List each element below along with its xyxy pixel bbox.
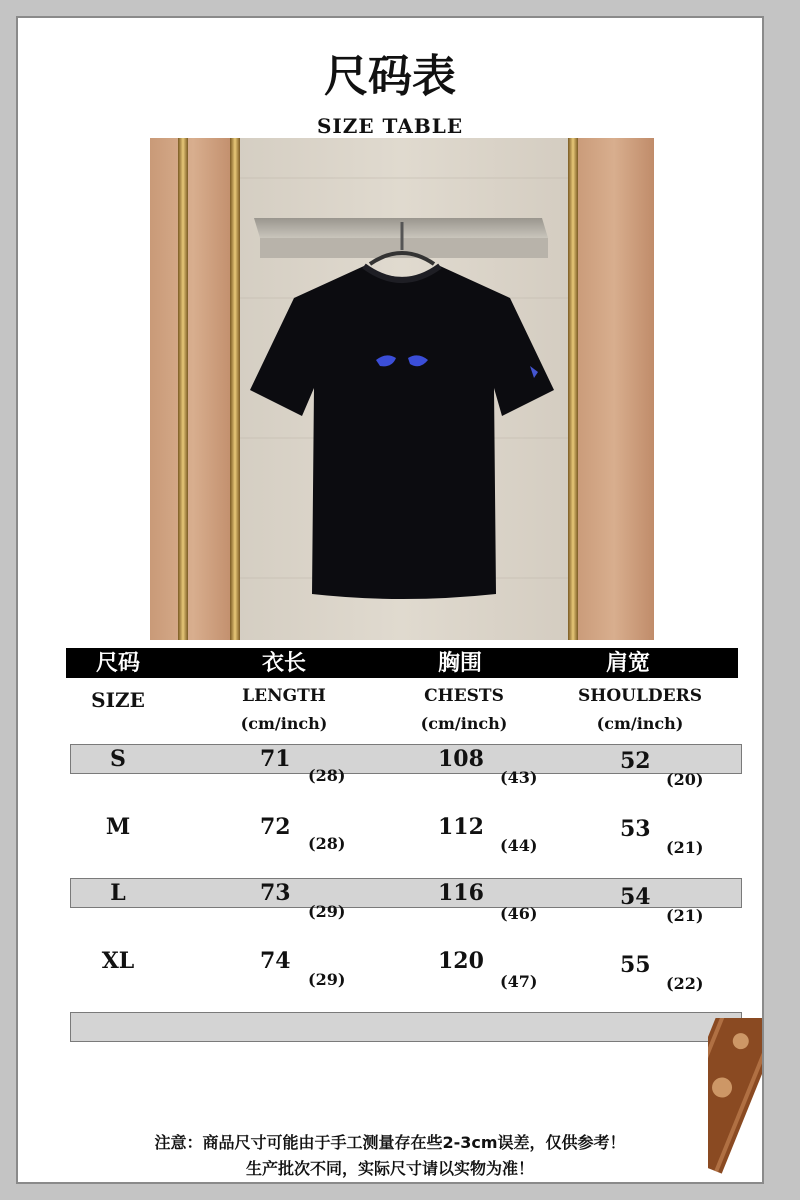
chest-cm-cell: 116 [438,880,484,906]
chest-in-cell: (46) [500,904,538,923]
chest-in-cell: (47) [500,972,538,991]
length-cm-cell: 72 [260,814,291,840]
column-header-length-unit: (cm/inch) [240,714,328,733]
length-cm-cell: 74 [260,948,291,974]
column-header-size-cn: 尺码 [95,651,140,676]
chest-in-cell: (44) [500,836,538,855]
size-cell: XL [101,948,135,974]
chest-cm-cell: 120 [438,948,484,974]
column-header-chest-cn: 胸围 [437,651,482,676]
shoulder-cm-cell: 55 [620,952,651,978]
chest-cm-cell: 108 [438,746,484,772]
length-in-cell: (28) [308,834,346,853]
column-header-size-en: SIZE [91,688,145,712]
chest-in-cell: (43) [500,768,538,787]
shoulder-in-cell: (22) [666,974,704,993]
row-band-empty [70,1012,742,1042]
shoulder-cm-cell: 54 [620,884,651,910]
shoulder-cm-cell: 53 [620,816,651,842]
length-in-cell: (29) [308,902,346,921]
column-header-shoulder-en: SHOULDERS [577,686,703,706]
page-title: 尺码表 [324,51,456,102]
shoulder-cm-cell: 52 [620,748,651,774]
note-line-1: 注意：商品尺寸可能由于手工测量存在些2-3cm误差，仅供参考！ [154,1133,626,1152]
note-line-2: 生产批次不同，实际尺寸请以实物为准！ [245,1159,534,1178]
column-header-chest-unit: (cm/inch) [420,714,508,733]
length-cm-cell: 71 [260,746,291,772]
size-cell: L [110,880,126,906]
chest-cm-cell: 112 [438,814,484,840]
length-cm-cell: 73 [260,880,291,906]
page-subtitle: SIZE TABLE [316,114,464,138]
size-cell: S [110,746,126,772]
column-header-shoulder-cn: 肩宽 [605,651,650,676]
size-cell: M [105,814,131,840]
column-header-length-en: LENGTH [242,686,326,706]
decorative-strap-logo [708,1018,764,1184]
size-chart-card [16,16,764,1184]
column-header-length-cn: 衣长 [261,651,306,676]
column-header-shoulder-unit: (cm/inch) [596,714,684,733]
column-header-chest-en: CHESTS [424,686,504,706]
shoulder-in-cell: (21) [666,906,704,925]
shoulder-in-cell: (20) [666,770,704,789]
length-in-cell: (29) [308,970,346,989]
shoulder-in-cell: (21) [666,838,704,857]
product-photo [150,138,654,640]
length-in-cell: (28) [308,766,346,785]
